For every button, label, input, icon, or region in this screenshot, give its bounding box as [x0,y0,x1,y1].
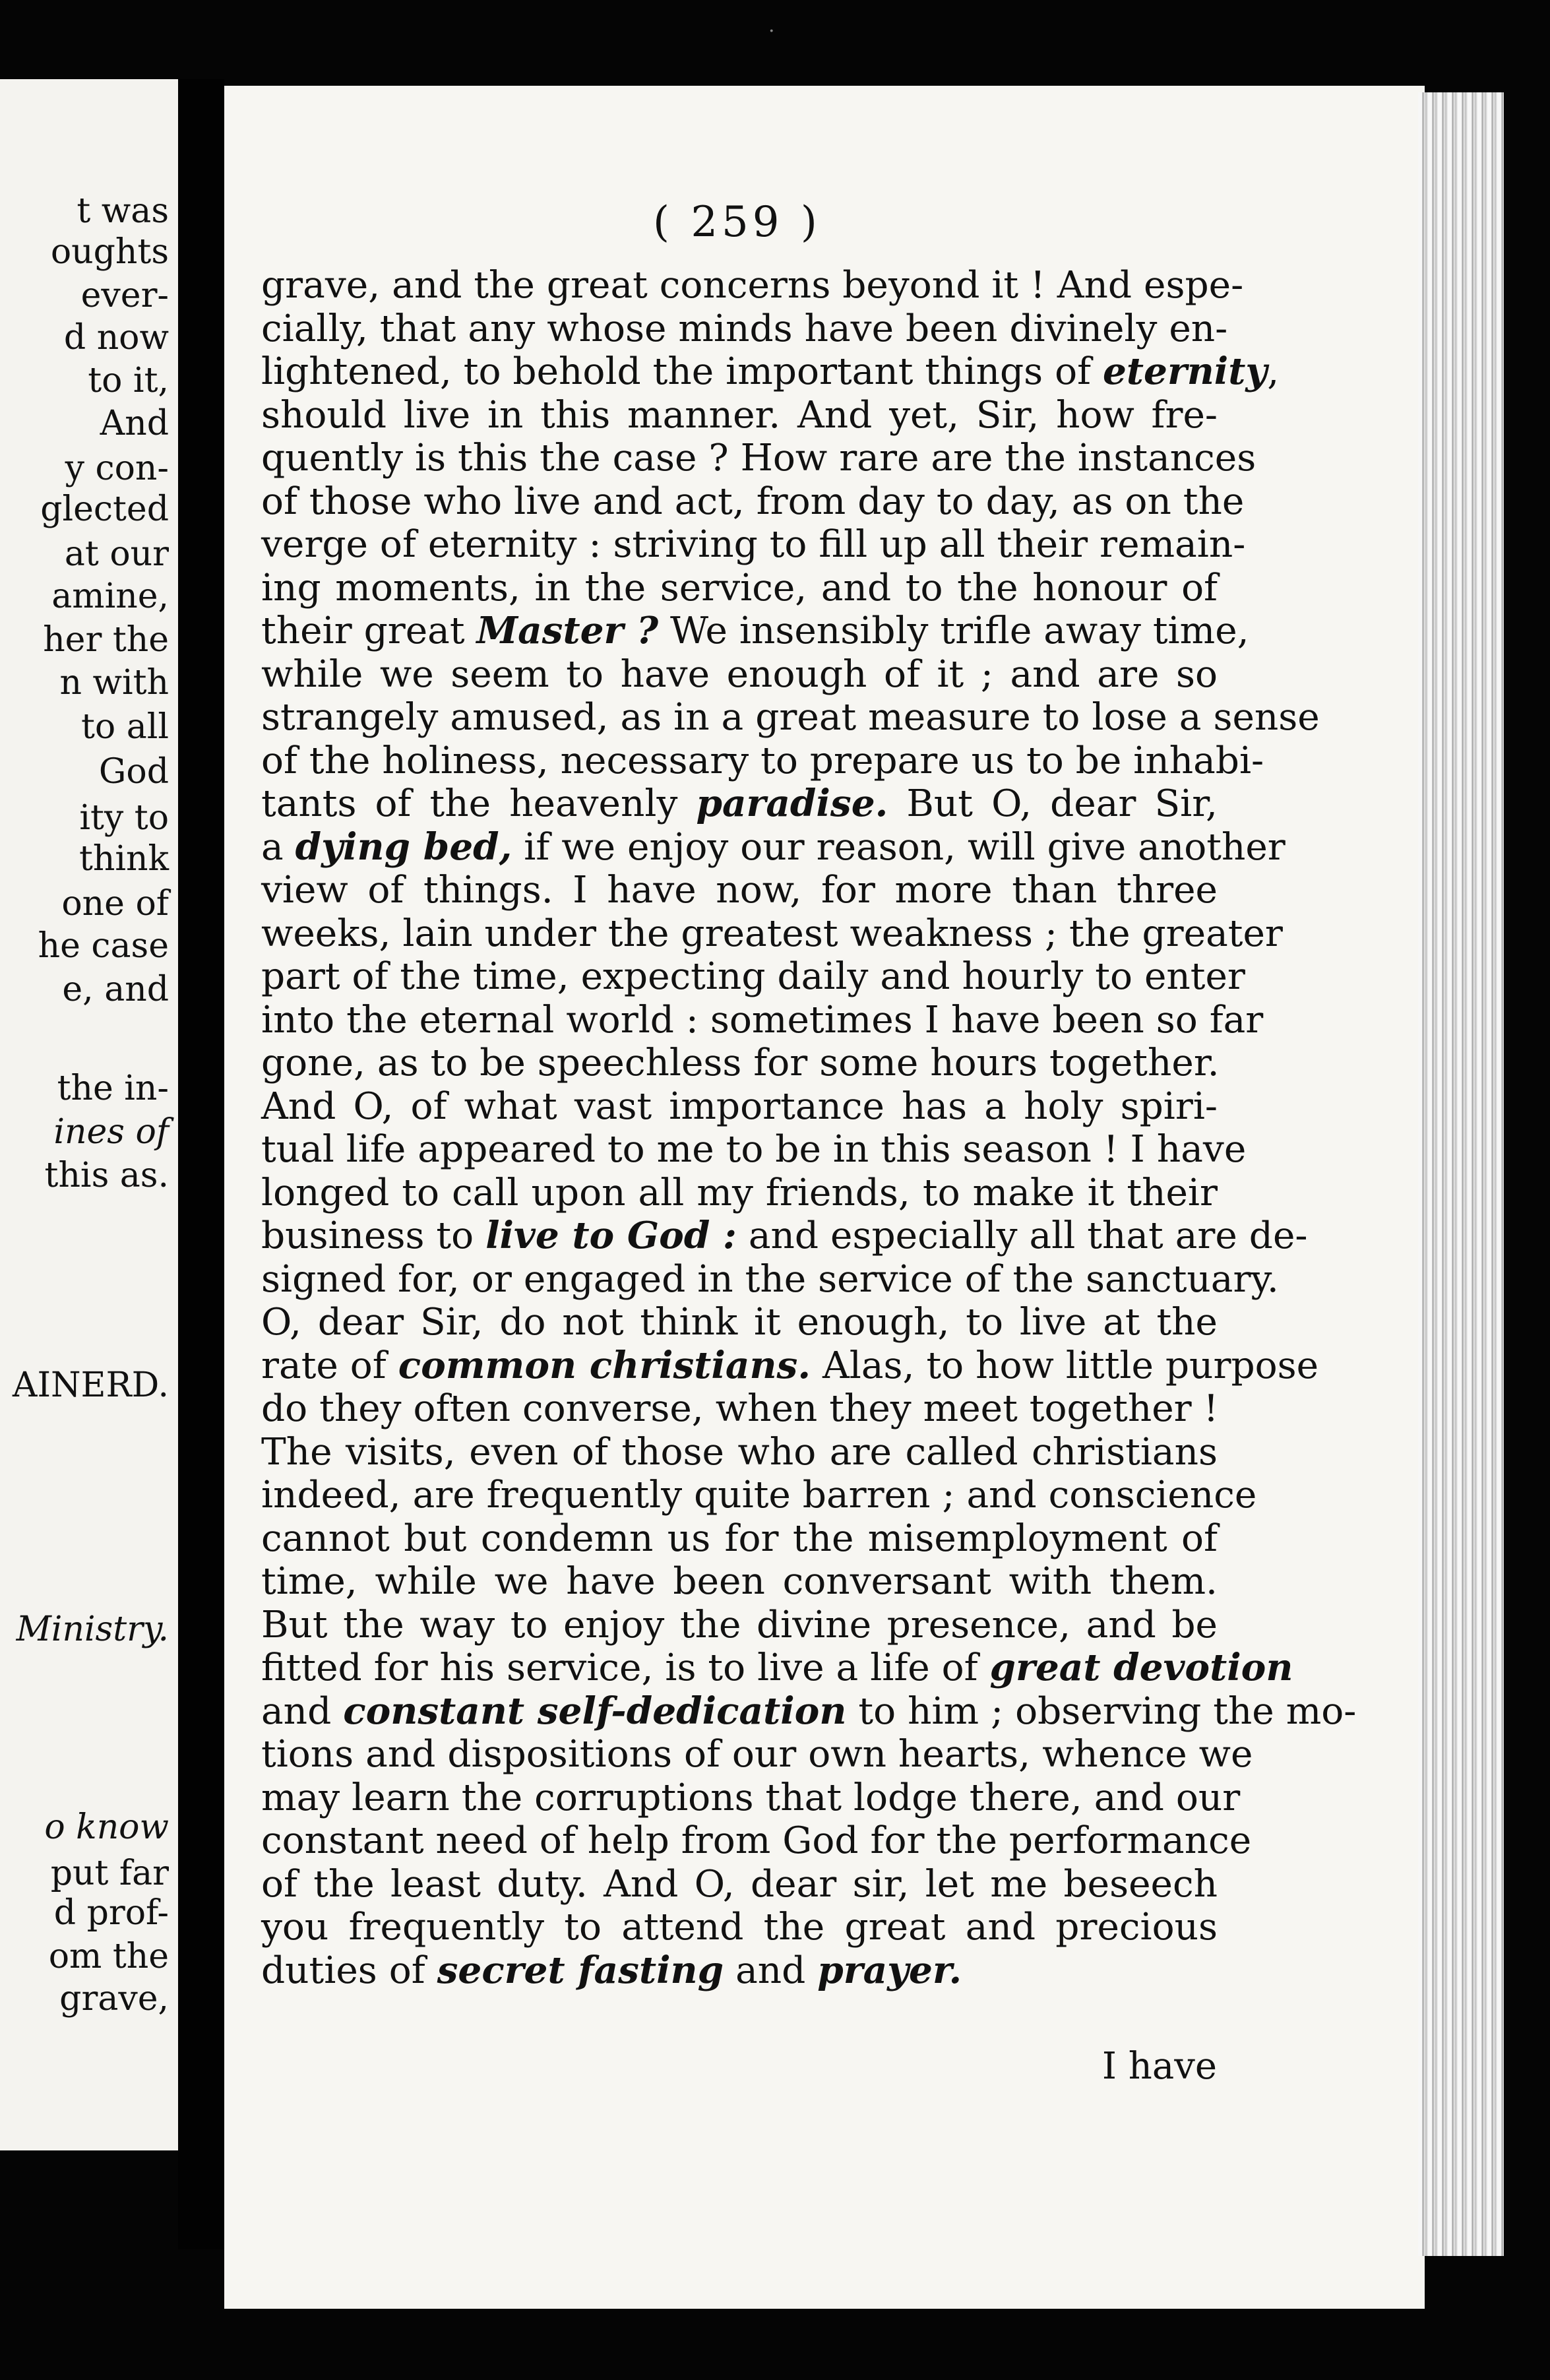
facing-page-line: n with [59,663,169,703]
text-line: business to live to God : and especially all that are de- [261,1214,1308,1257]
facing-page-line: to it, [88,361,169,400]
facing-page-line: God [98,752,169,792]
facing-page-line: oughts [50,232,169,272]
text-line: rate of common christians. Alas, to how little purpose [261,1343,1319,1387]
facing-page-line: at our [64,534,169,574]
facing-page-line: And [100,404,169,443]
text-line: signed for, or engaged in the service of the sanctuary. [261,1257,1279,1301]
text-line: grave, and the great concerns beyond it ! And espe- [261,264,1244,307]
text-line: of the holiness, necessary to prepare us to be inhabi- [261,739,1264,782]
facing-page-line: ity to [79,798,169,838]
text-line: while we seem to have enough of it ; and are so [261,652,1218,696]
text-line: But the way to enjoy the divine presence, and be [261,1603,1218,1646]
facing-page-line: the in- [57,1069,169,1108]
facing-page-line: this as. [44,1156,169,1195]
text-line: strangely amused, as in a great measure to lose a sense [261,696,1320,739]
catchword: I have [1101,2045,1217,2088]
text-line: view of things. I have now, for more than three [261,869,1218,912]
facing-page-line: grave, [59,1979,169,2019]
facing-page-line: Ministry. [16,1610,169,1649]
text-line: indeed, are frequently quite barren ; and conscience [261,1474,1257,1517]
facing-page-line: think [78,839,169,879]
text-line: And O, of what vast importance has a holy spiri- [261,1084,1218,1128]
facing-page-line: d prof- [53,1893,169,1933]
text-line: cannot but condemn us for the misemployment of [261,1517,1218,1560]
facing-page-line: t was [77,191,169,231]
text-line: time, while we have been conversant with them. [261,1560,1218,1603]
facing-page-line: he case [38,926,169,966]
page-edges [1418,92,1504,2256]
text-line: tants of the heavenly paradise. But O, dear Sir, [261,782,1218,825]
text-line: part of the time, expecting daily and hourly to enter [261,955,1245,998]
text-line: fitted for his service, is to live a life of great devotion [261,1646,1293,1689]
text-line: O, dear Sir, do not think it enough, to live at the [261,1301,1218,1344]
facing-page-line: glected [40,489,169,529]
facing-page-fragment [0,79,178,2150]
text-line: verge of eternity : striving to fill up all their remain- [261,523,1246,566]
text-line: The visits, even of those who are called christians [261,1430,1218,1474]
facing-page-line: ines of [53,1112,169,1152]
facing-page-line: put far [50,1854,169,1893]
facing-page-line: ever- [80,276,169,315]
text-line: quently is this the case ? How rare are the instances [261,437,1256,480]
text-line: may learn the corruptions that lodge there, and our [261,1776,1241,1819]
text-line: tions and dispositions of our own hearts, whence we [261,1733,1253,1776]
text-line: you frequently to attend the great and precious [261,1906,1218,1949]
text-line: longed to call upon all my friends, to make it their [261,1171,1218,1214]
text-line: their great Master ? We insensibly trifle away time, [261,609,1249,652]
book-gutter [178,79,224,2249]
facing-page-line: y con- [65,449,169,488]
text-line: should live in this manner. And yet, Sir, how fre- [261,393,1218,437]
text-line: a dying bed, if we enjoy our reason, will give another [261,825,1286,869]
text-line: of the least duty. And O, dear sir, let me beseech [261,1862,1218,1906]
facing-page-line: AINERD. [12,1365,169,1405]
text-line: do they often converse, when they meet together ! [261,1387,1219,1430]
text-line: into the eternal world : sometimes I have been so far [261,998,1264,1042]
text-line: duties of secret fasting and prayer. [261,1948,962,1992]
text-line: of those who live and act, from day to day, as on the [261,480,1245,523]
text-line: lightened, to behold the important things of eternity [261,350,1268,393]
facing-page-line: to all [81,707,169,747]
text-line: cially, that any whose minds have been divinely en- [261,307,1228,350]
facing-page-line: amine, [51,577,169,616]
page-body-text [261,264,1357,1992]
text-line: and constant self-dedication to him ; observing the mo- [261,1689,1357,1733]
scan-speck: · [768,20,775,43]
text-line: constant need of help from God for the performance [261,1819,1252,1862]
text-line: weeks, lain under the greatest weakness ; the greater [261,912,1283,955]
page-number: ( 259 ) [653,198,821,247]
facing-page-line: d now [63,318,169,358]
facing-page-line: o know [44,1807,169,1847]
text-line: tual life appeared to me to be in this season ! I have [261,1128,1247,1171]
facing-page-line: her the [43,620,169,660]
text-line: ing moments, in the service, and to the honour of [261,566,1218,610]
facing-page-line: om the [48,1937,169,1976]
text-line: gone, as to be speechless for some hours together. [261,1042,1220,1084]
facing-page-line: e, and [62,970,169,1009]
facing-page-line: one of [61,884,169,924]
